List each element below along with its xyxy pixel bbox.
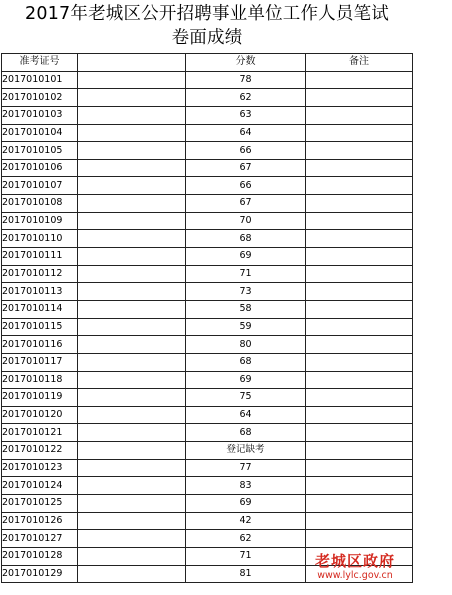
table-row — [2, 195, 413, 213]
cell-score: 71 — [186, 265, 306, 283]
cell-score: 75 — [186, 389, 306, 407]
cell-exam-id: 2017010126 — [2, 512, 78, 530]
cell-note — [306, 424, 413, 442]
score-table — [1, 53, 413, 583]
cell-note — [306, 124, 413, 142]
cell-note — [306, 159, 413, 177]
cell-blank — [78, 512, 186, 530]
cell-exam-id: 2017010105 — [2, 142, 78, 160]
table-row — [2, 248, 413, 266]
cell-note — [306, 530, 413, 548]
cell-note — [306, 495, 413, 513]
cell-exam-id: 2017010123 — [2, 459, 78, 477]
table-row — [2, 336, 413, 354]
title-line-2: 卷面成绩 — [171, 28, 243, 48]
cell-exam-id: 2017010109 — [2, 212, 78, 230]
table-row — [2, 353, 413, 371]
cell-score: 62 — [186, 530, 306, 548]
cell-exam-id: 2017010116 — [2, 336, 78, 354]
cell-score: 66 — [186, 142, 306, 160]
cell-exam-id: 2017010103 — [2, 106, 78, 124]
cell-note — [306, 248, 413, 266]
cell-blank — [78, 530, 186, 548]
header-id: 准考证号 — [2, 54, 78, 72]
cell-score: 69 — [186, 495, 306, 513]
cell-blank — [78, 283, 186, 301]
cell-blank — [78, 459, 186, 477]
table-row — [2, 89, 413, 107]
cell-score: 66 — [186, 177, 306, 195]
table-row — [2, 159, 413, 177]
cell-exam-id: 2017010112 — [2, 265, 78, 283]
cell-score: 59 — [186, 318, 306, 336]
cell-blank — [78, 230, 186, 248]
cell-blank — [78, 248, 186, 266]
cell-score: 81 — [186, 565, 306, 583]
cell-exam-id: 2017010120 — [2, 406, 78, 424]
cell-blank — [78, 212, 186, 230]
table-row — [2, 106, 413, 124]
cell-blank — [78, 406, 186, 424]
cell-note — [306, 89, 413, 107]
cell-exam-id: 2017010111 — [2, 248, 78, 266]
table-row — [2, 142, 413, 160]
cell-note — [306, 142, 413, 160]
cell-exam-id: 2017010127 — [2, 530, 78, 548]
table-row — [2, 495, 413, 513]
table-row — [2, 300, 413, 318]
header-score: 分数 — [186, 54, 306, 72]
cell-note — [306, 442, 413, 460]
cell-blank — [78, 265, 186, 283]
cell-exam-id: 2017010114 — [2, 300, 78, 318]
cell-note — [306, 195, 413, 213]
cell-blank — [78, 353, 186, 371]
table-header-row — [2, 54, 413, 72]
cell-note — [306, 265, 413, 283]
page-title — [0, 2, 414, 50]
table-row — [2, 371, 413, 389]
cell-score: 70 — [186, 212, 306, 230]
cell-score: 78 — [186, 71, 306, 89]
cell-score: 67 — [186, 195, 306, 213]
cell-blank — [78, 159, 186, 177]
table-row — [2, 71, 413, 89]
cell-note — [306, 371, 413, 389]
watermark-url: www.lylc.gov.cn — [317, 570, 393, 581]
cell-exam-id: 2017010129 — [2, 565, 78, 583]
cell-blank — [78, 142, 186, 160]
cell-score: 67 — [186, 159, 306, 177]
cell-note — [306, 300, 413, 318]
cell-exam-id: 2017010104 — [2, 124, 78, 142]
table-row — [2, 406, 413, 424]
cell-exam-id: 2017010117 — [2, 353, 78, 371]
cell-score: 77 — [186, 459, 306, 477]
cell-score: 68 — [186, 424, 306, 442]
cell-score: 62 — [186, 89, 306, 107]
cell-score: 83 — [186, 477, 306, 495]
cell-blank — [78, 477, 186, 495]
table-row — [2, 530, 413, 548]
cell-exam-id: 2017010121 — [2, 424, 78, 442]
cell-blank — [78, 300, 186, 318]
cell-exam-id: 2017010101 — [2, 71, 78, 89]
cell-blank — [78, 106, 186, 124]
cell-blank — [78, 565, 186, 583]
cell-blank — [78, 389, 186, 407]
cell-note — [306, 212, 413, 230]
cell-note — [306, 230, 413, 248]
watermark-title: 老城区政府 — [314, 552, 395, 570]
table-row — [2, 283, 413, 301]
table-row — [2, 477, 413, 495]
cell-score: 42 — [186, 512, 306, 530]
cell-exam-id: 2017010119 — [2, 389, 78, 407]
table-row — [2, 230, 413, 248]
cell-blank — [78, 547, 186, 565]
table-row — [2, 389, 413, 407]
government-watermark — [300, 552, 410, 582]
table-row — [2, 124, 413, 142]
cell-note — [306, 389, 413, 407]
cell-score: 63 — [186, 106, 306, 124]
cell-note — [306, 71, 413, 89]
cell-blank — [78, 89, 186, 107]
table-row — [2, 459, 413, 477]
cell-score: 64 — [186, 124, 306, 142]
cell-exam-id: 2017010115 — [2, 318, 78, 336]
cell-exam-id: 2017010106 — [2, 159, 78, 177]
cell-note — [306, 177, 413, 195]
cell-exam-id: 2017010128 — [2, 547, 78, 565]
cell-note — [306, 353, 413, 371]
cell-score: 69 — [186, 371, 306, 389]
cell-blank — [78, 336, 186, 354]
cell-blank — [78, 371, 186, 389]
header-note: 备注 — [306, 54, 413, 72]
cell-blank — [78, 195, 186, 213]
title-line-1: 2017年老城区公开招聘事业单位工作人员笔试 — [25, 4, 389, 24]
cell-note — [306, 406, 413, 424]
cell-score: 58 — [186, 300, 306, 318]
cell-exam-id: 2017010122 — [2, 442, 78, 460]
cell-exam-id: 2017010124 — [2, 477, 78, 495]
cell-score: 71 — [186, 547, 306, 565]
cell-exam-id: 2017010110 — [2, 230, 78, 248]
table-row — [2, 442, 413, 460]
table-row — [2, 177, 413, 195]
cell-exam-id: 2017010113 — [2, 283, 78, 301]
table-row — [2, 265, 413, 283]
table-row — [2, 512, 413, 530]
cell-blank — [78, 424, 186, 442]
cell-exam-id: 2017010125 — [2, 495, 78, 513]
cell-blank — [78, 495, 186, 513]
cell-blank — [78, 318, 186, 336]
table-row — [2, 212, 413, 230]
cell-note — [306, 283, 413, 301]
cell-score: 69 — [186, 248, 306, 266]
cell-exam-id: 2017010108 — [2, 195, 78, 213]
cell-note — [306, 336, 413, 354]
cell-blank — [78, 71, 186, 89]
cell-score: 68 — [186, 353, 306, 371]
cell-score: 64 — [186, 406, 306, 424]
cell-note — [306, 512, 413, 530]
cell-score: 80 — [186, 336, 306, 354]
cell-exam-id: 2017010107 — [2, 177, 78, 195]
cell-blank — [78, 177, 186, 195]
cell-note — [306, 106, 413, 124]
table-row — [2, 424, 413, 442]
cell-exam-id: 2017010118 — [2, 371, 78, 389]
cell-blank — [78, 124, 186, 142]
cell-score: 68 — [186, 230, 306, 248]
table-row — [2, 318, 413, 336]
cell-note — [306, 459, 413, 477]
cell-score: 73 — [186, 283, 306, 301]
cell-note — [306, 318, 413, 336]
cell-blank — [78, 442, 186, 460]
header-blank — [78, 54, 186, 72]
cell-exam-id: 2017010102 — [2, 89, 78, 107]
cell-score: 登记缺考 — [186, 442, 306, 460]
cell-note — [306, 477, 413, 495]
